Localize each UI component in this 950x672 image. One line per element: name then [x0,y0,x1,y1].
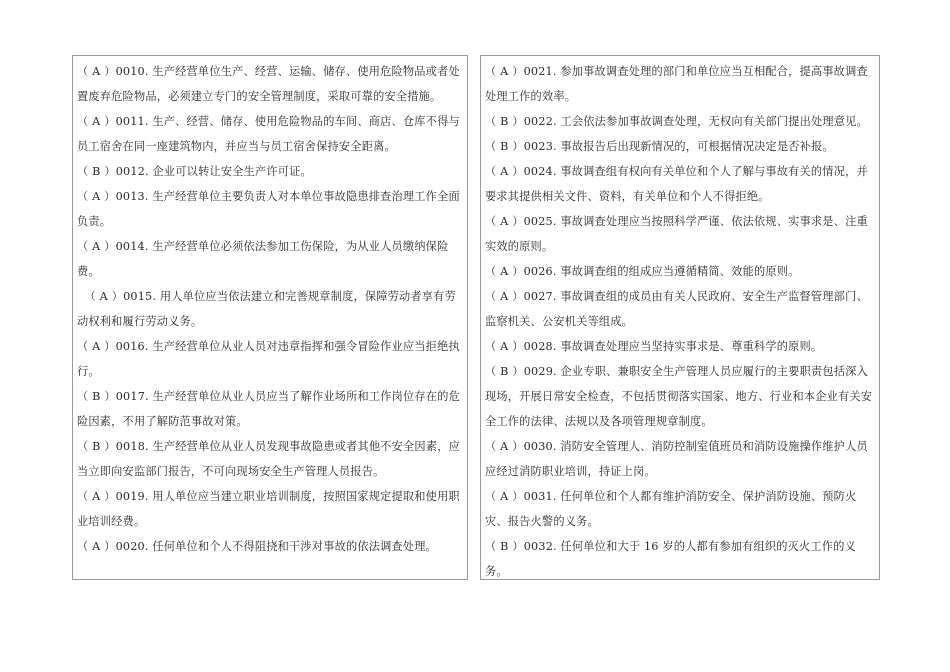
question-item: （ B ）0012. 企业可以转让安全生产许可证。 [77,165,312,178]
question-text: 0032. 任何单位和大于 16 岁的人都有参加有组织的灭火工作的义务。 [485,540,856,578]
question-text: 0014. 生产经营单位必须依法参加工伤保险，为从业人员缴纳保险费。 [77,240,449,278]
answer-letter: A [500,265,509,278]
question-item: （ A ）0031. 任何单位和个人都有维护消防安全、保护消防设施、预防火灾、报告火警的义务。 [485,490,857,528]
question-text: 0019. 用人单位应当建立职业培训制度，按照国家规定提取和使用职业培训经费。 [77,490,460,528]
question-text: 0011. 生产、经营、储存、使用危险物品的车间、商店、仓库不得与员工宿舍在同一座建筑物内，并应当与员工宿舍保持安全距离。 [77,115,460,153]
question-item: （ A ）0019. 用人单位应当建立职业培训制度，按照国家规定提取和使用职业培训经费。 [77,490,460,528]
question-text: 0018. 生产经营单位从业人员发现事故隐患或者其他不安全因素，应当立即向安监部门报告，不可向现场安全生产管理人员报告。 [77,440,460,478]
answer-letter: A [92,65,101,78]
answer-letter: A [92,190,101,203]
answer-letter: A [92,340,101,353]
question-item: （ A ）0011. 生产、经营、储存、使用危险物品的车间、商店、仓库不得与员工宿舍在同一座建筑物内，并应当与员工宿舍保持安全距离。 [77,115,460,153]
answer-letter: B [500,365,509,378]
answer-letter: B [92,440,101,453]
question-text: 0027. 事故调查组的成员由有关人民政府、安全生产监督管理部门、监察机关、公安机关等组成。 [485,290,868,328]
question-item: （ A ）0016. 生产经营单位从业人员对违章指挥和强令冒险作业应当拒绝执行。 [77,340,460,378]
question-item: （ A ）0015. 用人单位应当依法建立和完善规章制度，保障劳动者享有劳动权利和履行劳动义务。 [77,290,456,328]
question-text: 0010. 生产经营单位生产、经营、运输、储存、使用危险物品或者处置废弃危险物品，必须建立专门的安全管理制度，采取可靠的安全措施。 [77,65,460,103]
question-text: 0017. 生产经营单位从业人员应当了解作业场所和工作岗位存在的危险因素，不用了解防范事故对策。 [77,390,460,428]
question-text: 0023. 事故报告后出现新情况的，可根据情况决定是否补报。 [523,140,834,153]
question-text: 0020. 任何单位和个人不得阻挠和干涉对事故的依法调查处理。 [115,540,438,553]
question-item: （ B ）0023. 事故报告后出现新情况的，可根据情况决定是否补报。 [485,140,834,153]
question-item: （ A ）0027. 事故调查组的成员由有关人民政府、安全生产监督管理部门、监察机关、公安机关等组成。 [485,290,868,328]
question-text: 0030. 消防安全管理人、消防控制室值班员和消防设施操作维护人员应经过消防职业培训，持证上岗。 [485,440,868,478]
answer-letter: A [92,540,101,553]
question-item: （ B ）0029. 企业专职、兼职安全生产管理人员应履行的主要职责包括深入现场，开展日常安全检查，不包括贯彻落实国家、地方、行业和本企业有关安全工作的法律、法规以及各项管理规章制度。 [485,365,873,428]
answer-letter: A [500,440,509,453]
right-question-column [480,55,880,580]
answer-letter: A [500,290,509,303]
question-item: （ A ）0024. 事故调查组有权向有关单位和个人了解与事故有关的情况，并要求其提供相关文件、资料，有关单位和个人不得拒绝。 [485,165,868,203]
question-text: 0028. 事故调查处理应当坚持实事求是、尊重科学的原则。 [523,340,823,353]
answer-letter: A [92,490,101,503]
answer-letter: B [500,115,509,128]
left-question-column [72,55,468,580]
question-item: （ B ）0032. 任何单位和大于 16 岁的人都有参加有组织的灭火工作的义务。 [485,540,856,578]
question-item: （ A ）0014. 生产经营单位必须依法参加工伤保险，为从业人员缴纳保险费。 [77,240,449,278]
question-text: 0012. 企业可以转让安全生产许可证。 [115,165,312,178]
question-item: （ A ）0026. 事故调查组的组成应当遵循精简、效能的原则。 [485,265,800,278]
question-item: （ A ）0021. 参加事故调查处理的部门和单位应当互相配合，提高事故调查处理工作的效率。 [485,65,868,103]
question-text: 0016. 生产经营单位从业人员对违章指挥和强令冒险作业应当拒绝执行。 [77,340,460,378]
question-item: （ B ）0022. 工会依法参加事故调查处理，无权向有关部门提出处理意见。 [485,115,868,128]
question-text: 0024. 事故调查组有权向有关单位和个人了解与事故有关的情况，并要求其提供相关文件、资料，有关单位和个人不得拒绝。 [485,165,868,203]
question-text: 0022. 工会依法参加事故调查处理，无权向有关部门提出处理意见。 [523,115,868,128]
question-item: （ A ）0013. 生产经营单位主要负责人对本单位事故隐患排查治理工作全面负责。 [77,190,460,228]
answer-letter: A [500,340,509,353]
answer-letter: A [92,240,101,253]
question-text: 0029. 企业专职、兼职安全生产管理人员应履行的主要职责包括深入现场，开展日常安全检查，不包括贯彻落实国家、地方、行业和本企业有关安全工作的法律、法规以及各项管理规章制度。 [485,365,873,428]
answer-letter: A [500,165,509,178]
question-item: （ A ）0020. 任何单位和个人不得阻挠和干涉对事故的依法调查处理。 [77,540,438,553]
answer-letter: A [500,490,509,503]
question-text: 0021. 参加事故调查处理的部门和单位应当互相配合，提高事故调查处理工作的效率。 [485,65,868,103]
question-text: 0031. 任何单位和个人都有维护消防安全、保护消防设施、预防火灾、报告火警的义务。 [485,490,857,528]
question-item: （ A ）0010. 生产经营单位生产、经营、运输、储存、使用危险物品或者处置废弃危险物品，必须建立专门的安全管理制度，采取可靠的安全措施。 [77,65,460,103]
answer-letter: B [500,540,509,553]
question-item: （ A ）0025. 事故调查处理应当按照科学严谨、依法依规、实事求是、注重实效的原则。 [485,215,868,253]
answer-letter: B [500,140,509,153]
question-item: （ B ）0017. 生产经营单位从业人员应当了解作业场所和工作岗位存在的危险因素，不用了解防范事故对策。 [77,390,460,428]
question-text: 0025. 事故调查处理应当按照科学严谨、依法依规、实事求是、注重实效的原则。 [485,215,868,253]
answer-letter: B [92,165,101,178]
question-item: （ A ）0028. 事故调查处理应当坚持实事求是、尊重科学的原则。 [485,340,823,353]
answer-letter: A [99,290,108,303]
question-text: 0015. 用人单位应当依法建立和完善规章制度，保障劳动者享有劳动权利和履行劳动义务。 [77,290,456,328]
answer-letter: B [92,390,101,403]
question-text: 0013. 生产经营单位主要负责人对本单位事故隐患排查治理工作全面负责。 [77,190,460,228]
answer-letter: A [500,215,509,228]
question-item: （ B ）0018. 生产经营单位从业人员发现事故隐患或者其他不安全因素，应当立即向安监部门报告，不可向现场安全生产管理人员报告。 [77,440,460,478]
question-text: 0026. 事故调查组的组成应当遵循精简、效能的原则。 [523,265,800,278]
answer-letter: A [500,65,509,78]
question-item: （ A ）0030. 消防安全管理人、消防控制室值班员和消防设施操作维护人员应经过消防职业培训，持证上岗。 [485,440,868,478]
answer-letter: A [92,115,101,128]
